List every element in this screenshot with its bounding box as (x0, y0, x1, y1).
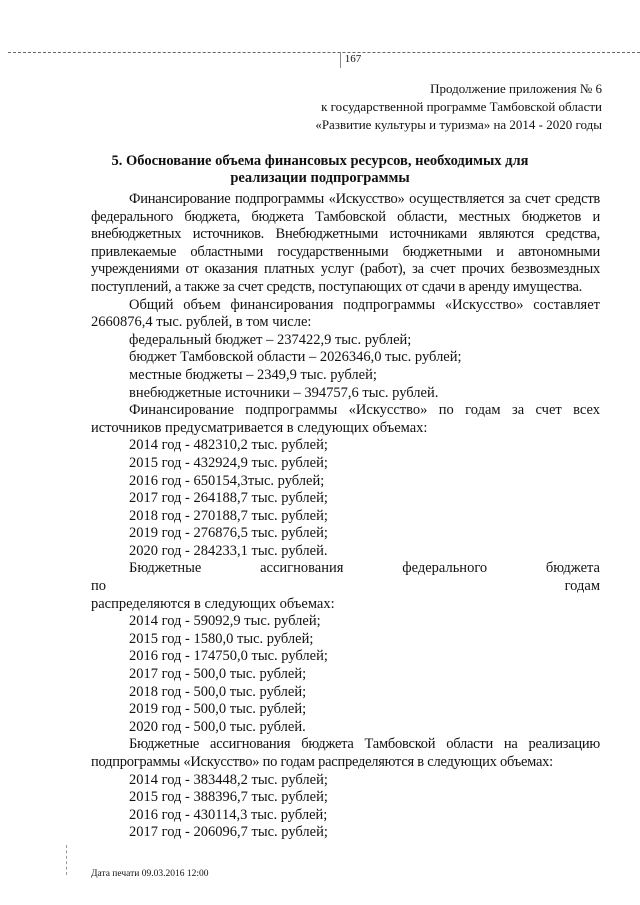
section-title-line-2: реализации подпрограммы (230, 170, 410, 186)
print-date: Дата печати 09.03.2016 12:00 (91, 869, 209, 879)
list-item: местные бюджеты – 2349,9 тыс. рублей; (129, 366, 377, 383)
total-paragraph: Общий объем финансирования подпрограммы «Искусство» составляет 2660876,4 тыс. рублей, в том числе: (91, 296, 600, 331)
appendix-line-3: «Развитие культуры и туризма» на 2014 - 2020 годы (315, 117, 602, 132)
appendix-header (272, 80, 602, 134)
list-item: 2014 год - 383448,2 тыс. рублей; (129, 771, 328, 788)
page-number: 167 (340, 52, 365, 68)
top-divider (8, 52, 640, 53)
list-item: 2015 год - 432924,9 тыс. рублей; (129, 454, 328, 471)
federal-paragraph-line-2: распределяются в следующих объемах: (91, 595, 335, 612)
list-item: 2017 год - 206096,7 тыс. рублей; (129, 824, 328, 841)
list-item: 2019 год - 500,0 тыс. рублей; (129, 701, 307, 718)
list-item: 2016 год - 650154,3тыс. рублей; (129, 472, 325, 489)
list-item: 2015 год - 388396,7 тыс. рублей; (129, 789, 328, 806)
list-item: 2018 год - 500,0 тыс. рублей; (129, 683, 307, 700)
list-item: федеральный бюджет – 237422,9 тыс. рублей; (129, 331, 412, 348)
federal-paragraph-line-1: Бюджетные ассигнования федерального бюджета по годам (91, 560, 600, 595)
section-title (100, 153, 540, 187)
appendix-line-1: Продолжение приложения № 6 (430, 81, 602, 96)
list-item: 2019 год - 276876,5 тыс. рублей; (129, 525, 328, 542)
list-item: 2020 год - 500,0 тыс. рублей. (129, 718, 306, 735)
list-item: 2016 год - 174750,0 тыс. рублей; (129, 648, 328, 665)
document-body (91, 191, 600, 842)
list-item: 2014 год - 59092,9 тыс. рублей; (129, 613, 321, 630)
list-item: 2017 год - 264188,7 тыс. рублей; (129, 490, 328, 507)
list-item: 2017 год - 500,0 тыс. рублей; (129, 666, 307, 683)
list-item: 2014 год - 482310,2 тыс. рублей; (129, 437, 328, 454)
left-margin-mark (66, 845, 67, 875)
list-item: 2018 год - 270188,7 тыс. рублей; (129, 507, 328, 524)
list-item: 2015 год - 1580,0 тыс. рублей; (129, 630, 314, 647)
list-item: бюджет Тамбовской области – 2026346,0 тыс. рублей; (129, 349, 462, 366)
appendix-line-2: к государственной программе Тамбовской области (321, 99, 602, 114)
list-item: внебюджетные источники – 394757,6 тыс. рублей. (129, 384, 439, 401)
regional-paragraph: Бюджетные ассигнования бюджета Тамбовской области на реализацию подпрограммы «Искусство» по годам распределяются в следующих объемах: (91, 736, 600, 770)
by-year-paragraph: Финансирование подпрограммы «Искусство» по годам за счет всех источников предусматривается в следующих объемах: (91, 402, 600, 436)
list-item: 2016 год - 430114,3 тыс. рублей; (129, 806, 328, 823)
list-item: 2020 год - 284233,1 тыс. рублей. (129, 542, 328, 559)
section-title-line-1: 5. Обоснование объема финансовых ресурсов, необходимых для (111, 153, 529, 169)
intro-paragraph: Финансирование подпрограммы «Искусство» осуществляется за счет средств федерального бюджета, бюджета Тамбовской области, местных бюджетов и внебюджетных источников. Внебюджетными источниками являются средства, привлекаемые областными государственными бюджетными и автономными учреждениями от оказания платных услуг (работ), за счет прочих безвозмездных поступлений, а также за счет средств, поступающих от сдачи в аренду имущества. (91, 191, 600, 295)
